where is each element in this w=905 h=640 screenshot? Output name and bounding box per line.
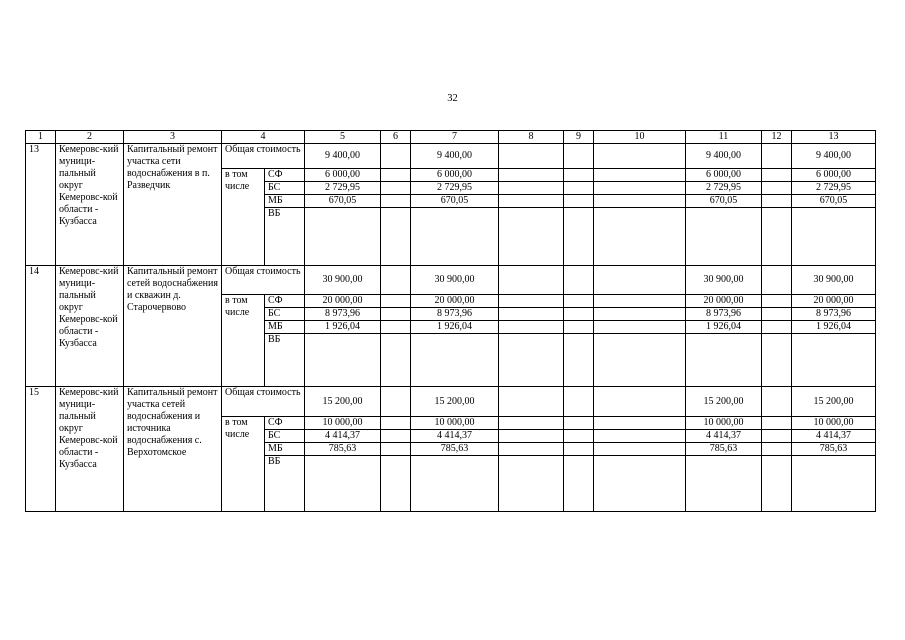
empty-cell bbox=[686, 208, 762, 266]
sf-c13: 6 000,00 bbox=[792, 169, 876, 182]
mb-c11: 670,05 bbox=[686, 195, 762, 208]
empty-cell bbox=[762, 308, 792, 321]
total-c13: 30 900,00 bbox=[792, 266, 876, 295]
header-cell: 10 bbox=[594, 131, 686, 144]
empty-cell bbox=[499, 295, 564, 308]
empty-cell bbox=[564, 195, 594, 208]
mb-c13: 1 926,04 bbox=[792, 321, 876, 334]
empty-cell bbox=[762, 430, 792, 443]
header-cell: 12 bbox=[762, 131, 792, 144]
object-cell: Капитальный ремонт участка сети водоснабжения в п. Разведчик bbox=[124, 144, 222, 266]
empty-cell bbox=[305, 208, 381, 266]
bs-c13: 2 729,95 bbox=[792, 182, 876, 195]
empty-cell bbox=[564, 208, 594, 266]
empty-cell bbox=[411, 334, 499, 387]
sf-c5: 10 000,00 bbox=[305, 417, 381, 430]
empty-cell bbox=[762, 456, 792, 512]
empty-cell bbox=[762, 417, 792, 430]
header-cell: 8 bbox=[499, 131, 564, 144]
empty-cell bbox=[499, 266, 564, 295]
header-cell: 13 bbox=[792, 131, 876, 144]
empty-cell bbox=[564, 456, 594, 512]
empty-cell bbox=[762, 387, 792, 417]
empty-cell bbox=[411, 208, 499, 266]
page-number: 32 bbox=[447, 93, 458, 104]
empty-cell bbox=[594, 195, 686, 208]
empty-cell bbox=[499, 195, 564, 208]
header-cell: 3 bbox=[124, 131, 222, 144]
empty-cell bbox=[564, 321, 594, 334]
bs-c7: 2 729,95 bbox=[411, 182, 499, 195]
bs-c13: 4 414,37 bbox=[792, 430, 876, 443]
empty-cell bbox=[381, 387, 411, 417]
header-cell: 1 bbox=[26, 131, 56, 144]
empty-cell bbox=[564, 387, 594, 417]
empty-cell bbox=[594, 417, 686, 430]
empty-cell bbox=[381, 195, 411, 208]
empty-cell bbox=[381, 308, 411, 321]
mb-c7: 785,63 bbox=[411, 443, 499, 456]
empty-cell bbox=[499, 456, 564, 512]
bs-c5: 8 973,96 bbox=[305, 308, 381, 321]
empty-cell bbox=[762, 182, 792, 195]
owner-cell: Кемеровс-кий муници-пальный округ Кемеровс-кой области - Кузбасса bbox=[56, 266, 124, 387]
table-body bbox=[26, 131, 876, 512]
empty-cell bbox=[499, 182, 564, 195]
mb-c5: 1 926,04 bbox=[305, 321, 381, 334]
empty-cell bbox=[381, 208, 411, 266]
row-number: 13 bbox=[26, 144, 56, 266]
empty-cell bbox=[381, 443, 411, 456]
fund-label: СФ bbox=[265, 295, 305, 308]
empty-cell bbox=[499, 169, 564, 182]
empty-cell bbox=[381, 334, 411, 387]
empty-cell bbox=[381, 169, 411, 182]
fund-label: БС bbox=[265, 182, 305, 195]
empty-cell bbox=[594, 295, 686, 308]
total-c5: 15 200,00 bbox=[305, 387, 381, 417]
empty-cell bbox=[564, 443, 594, 456]
header-row bbox=[26, 131, 876, 144]
empty-cell bbox=[305, 334, 381, 387]
empty-cell bbox=[564, 430, 594, 443]
sf-c7: 6 000,00 bbox=[411, 169, 499, 182]
empty-cell bbox=[792, 208, 876, 266]
empty-cell bbox=[594, 443, 686, 456]
empty-cell bbox=[564, 417, 594, 430]
empty-cell bbox=[499, 308, 564, 321]
empty-cell bbox=[305, 456, 381, 512]
table-row bbox=[26, 387, 876, 417]
mb-c5: 670,05 bbox=[305, 195, 381, 208]
empty-cell bbox=[594, 308, 686, 321]
bs-c7: 4 414,37 bbox=[411, 430, 499, 443]
empty-cell bbox=[381, 321, 411, 334]
program-table bbox=[25, 130, 876, 512]
empty-cell bbox=[762, 321, 792, 334]
fund-label: ВБ bbox=[265, 334, 305, 387]
total-c11: 9 400,00 bbox=[686, 144, 762, 169]
fund-label: МБ bbox=[265, 195, 305, 208]
total-label: Общая стоимость bbox=[222, 387, 305, 417]
empty-cell bbox=[686, 334, 762, 387]
header-cell: 11 bbox=[686, 131, 762, 144]
sf-c5: 6 000,00 bbox=[305, 169, 381, 182]
object-cell: Капитальный ремонт участка сетей водоснабжения и источника водоснабжения с. Верхотомское bbox=[124, 387, 222, 512]
header-cell: 4 bbox=[222, 131, 305, 144]
empty-cell bbox=[762, 443, 792, 456]
empty-cell bbox=[594, 456, 686, 512]
empty-cell bbox=[594, 334, 686, 387]
incl-label: в том числе bbox=[222, 169, 265, 266]
empty-cell bbox=[499, 321, 564, 334]
fund-label: БС bbox=[265, 430, 305, 443]
empty-cell bbox=[381, 456, 411, 512]
empty-cell bbox=[381, 144, 411, 169]
empty-cell bbox=[381, 417, 411, 430]
empty-cell bbox=[499, 417, 564, 430]
empty-cell bbox=[594, 387, 686, 417]
empty-cell bbox=[594, 266, 686, 295]
empty-cell bbox=[594, 321, 686, 334]
sf-c13: 10 000,00 bbox=[792, 417, 876, 430]
object-cell: Капитальный ремонт сетей водоснабжения и скважин д. Старочервово bbox=[124, 266, 222, 387]
mb-c11: 1 926,04 bbox=[686, 321, 762, 334]
sf-c13: 20 000,00 bbox=[792, 295, 876, 308]
empty-cell bbox=[381, 430, 411, 443]
bs-c11: 8 973,96 bbox=[686, 308, 762, 321]
total-c11: 15 200,00 bbox=[686, 387, 762, 417]
bs-c7: 8 973,96 bbox=[411, 308, 499, 321]
empty-cell bbox=[564, 266, 594, 295]
total-c7: 15 200,00 bbox=[411, 387, 499, 417]
empty-cell bbox=[499, 430, 564, 443]
mb-c11: 785,63 bbox=[686, 443, 762, 456]
header-cell: 5 bbox=[305, 131, 381, 144]
total-label: Общая стоимость bbox=[222, 144, 305, 169]
sf-c7: 10 000,00 bbox=[411, 417, 499, 430]
fund-label: ВБ bbox=[265, 208, 305, 266]
bs-c13: 8 973,96 bbox=[792, 308, 876, 321]
fund-label: МБ bbox=[265, 443, 305, 456]
empty-cell bbox=[792, 456, 876, 512]
empty-cell bbox=[381, 266, 411, 295]
mb-c5: 785,63 bbox=[305, 443, 381, 456]
bs-c5: 2 729,95 bbox=[305, 182, 381, 195]
fund-label: СФ bbox=[265, 169, 305, 182]
empty-cell bbox=[564, 169, 594, 182]
total-label: Общая стоимость bbox=[222, 266, 305, 295]
empty-cell bbox=[594, 430, 686, 443]
row-number: 15 bbox=[26, 387, 56, 512]
empty-cell bbox=[762, 195, 792, 208]
empty-cell bbox=[686, 456, 762, 512]
table-row bbox=[26, 144, 876, 169]
empty-cell bbox=[499, 208, 564, 266]
empty-cell bbox=[762, 144, 792, 169]
header-cell: 9 bbox=[564, 131, 594, 144]
empty-cell bbox=[499, 387, 564, 417]
total-c11: 30 900,00 bbox=[686, 266, 762, 295]
bs-c11: 4 414,37 bbox=[686, 430, 762, 443]
empty-cell bbox=[762, 266, 792, 295]
incl-label: в том числе bbox=[222, 295, 265, 387]
fund-label: ВБ bbox=[265, 456, 305, 512]
empty-cell bbox=[594, 144, 686, 169]
empty-cell bbox=[762, 295, 792, 308]
header-cell: 6 bbox=[381, 131, 411, 144]
empty-cell bbox=[762, 208, 792, 266]
fund-label: БС bbox=[265, 308, 305, 321]
empty-cell bbox=[499, 334, 564, 387]
total-c7: 30 900,00 bbox=[411, 266, 499, 295]
fund-label: СФ bbox=[265, 417, 305, 430]
total-c13: 9 400,00 bbox=[792, 144, 876, 169]
empty-cell bbox=[762, 169, 792, 182]
total-c5: 9 400,00 bbox=[305, 144, 381, 169]
empty-cell bbox=[564, 182, 594, 195]
empty-cell bbox=[594, 169, 686, 182]
empty-cell bbox=[499, 144, 564, 169]
bs-c5: 4 414,37 bbox=[305, 430, 381, 443]
owner-cell: Кемеровс-кий муници-пальный округ Кемеровс-кой области - Кузбасса bbox=[56, 387, 124, 512]
total-c13: 15 200,00 bbox=[792, 387, 876, 417]
empty-cell bbox=[381, 182, 411, 195]
empty-cell bbox=[411, 456, 499, 512]
header-cell: 7 bbox=[411, 131, 499, 144]
empty-cell bbox=[381, 295, 411, 308]
empty-cell bbox=[564, 308, 594, 321]
header-cell: 2 bbox=[56, 131, 124, 144]
sf-c11: 6 000,00 bbox=[686, 169, 762, 182]
empty-cell bbox=[594, 208, 686, 266]
empty-cell bbox=[564, 144, 594, 169]
empty-cell bbox=[564, 295, 594, 308]
table-row bbox=[26, 266, 876, 295]
mb-c7: 670,05 bbox=[411, 195, 499, 208]
empty-cell bbox=[499, 443, 564, 456]
mb-c13: 785,63 bbox=[792, 443, 876, 456]
empty-cell bbox=[594, 182, 686, 195]
sf-c5: 20 000,00 bbox=[305, 295, 381, 308]
owner-cell: Кемеровс-кий муници-пальный округ Кемеровс-кой области - Кузбасса bbox=[56, 144, 124, 266]
mb-c7: 1 926,04 bbox=[411, 321, 499, 334]
empty-cell bbox=[564, 334, 594, 387]
total-c5: 30 900,00 bbox=[305, 266, 381, 295]
empty-cell bbox=[792, 334, 876, 387]
sf-c11: 10 000,00 bbox=[686, 417, 762, 430]
total-c7: 9 400,00 bbox=[411, 144, 499, 169]
bs-c11: 2 729,95 bbox=[686, 182, 762, 195]
sf-c11: 20 000,00 bbox=[686, 295, 762, 308]
sf-c7: 20 000,00 bbox=[411, 295, 499, 308]
empty-cell bbox=[762, 334, 792, 387]
incl-label: в том числе bbox=[222, 417, 265, 512]
fund-label: МБ bbox=[265, 321, 305, 334]
mb-c13: 670,05 bbox=[792, 195, 876, 208]
row-number: 14 bbox=[26, 266, 56, 387]
